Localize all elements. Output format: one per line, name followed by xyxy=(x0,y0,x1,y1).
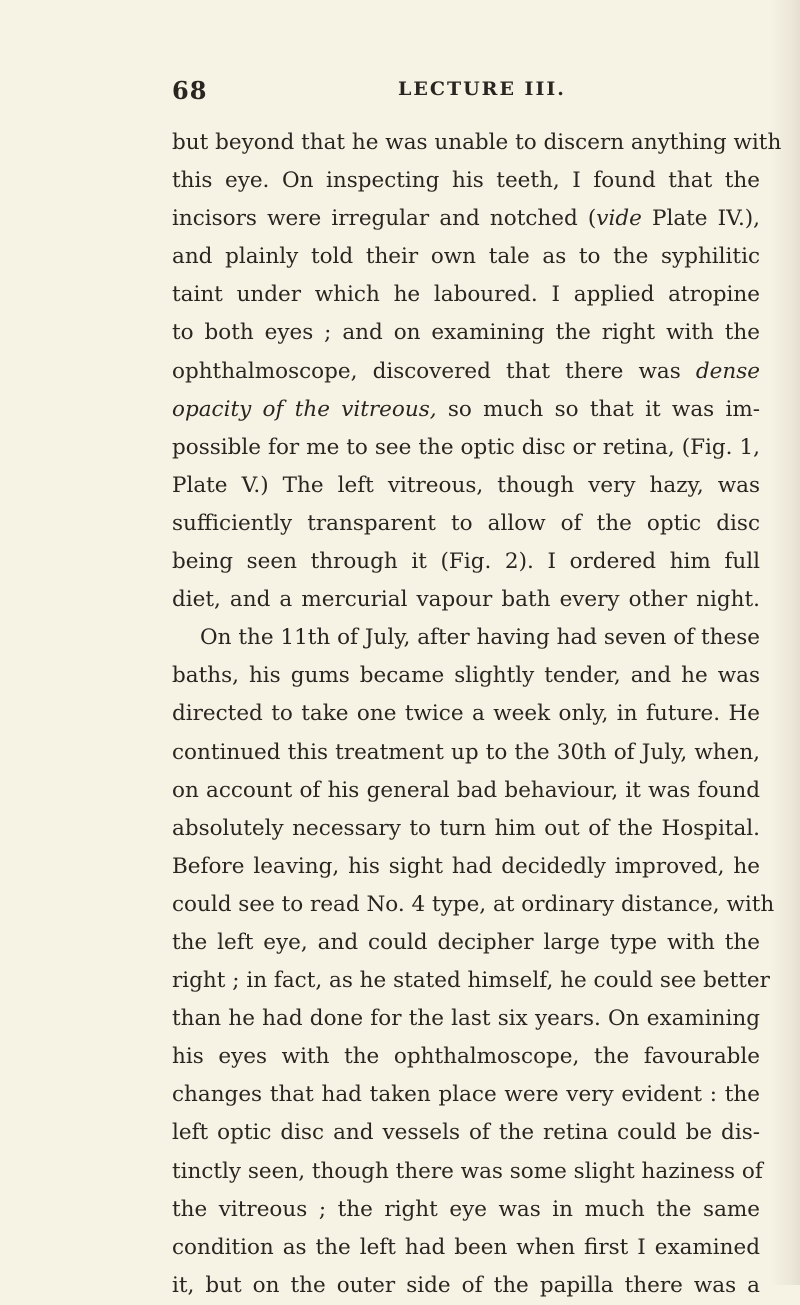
text-line-7 xyxy=(172,353,760,391)
text-line-24: than he had done for the last six years. On examining xyxy=(172,1006,760,1032)
text-line-20: Before leaving, his sight had decidedly improved, he xyxy=(172,853,760,879)
text-line-4: and plainly told their own tale as to the syphilitic xyxy=(172,244,760,270)
text-line-8 xyxy=(172,391,760,429)
text-line-14: On the 11th of July, after having had seven of these xyxy=(200,625,760,651)
text-line-1: but beyond that he was unable to discern anything with xyxy=(172,130,782,155)
body-text xyxy=(172,124,782,1305)
text-line-17: continued this treatment up to the 30th of July, when, xyxy=(172,739,760,765)
page-number: 68 xyxy=(172,76,208,105)
text-line-30: condition as the left had been when first I examined xyxy=(172,1234,760,1260)
text-line-3-part-b: Plate IV.), xyxy=(641,206,761,232)
text-line-6: to both eyes ; and on examining the right with the xyxy=(172,320,760,346)
text-line-10: Plate V.) The left vitreous, though very hazy, was xyxy=(172,472,760,498)
text-line-18: on account of his general bad behaviour, it was found xyxy=(172,777,760,803)
italic-vide: vide xyxy=(596,206,642,232)
text-line-3-part-a: incisors were irregular and notched ( xyxy=(172,206,597,232)
text-line-15: baths, his gums became slightly tender, and he was xyxy=(172,663,760,689)
text-line-23: right ; in fact, as he stated himself, he could see better xyxy=(172,968,770,994)
text-line-12: being seen through it (Fig. 2). I ordered him full xyxy=(172,549,760,575)
text-line-29: the vitreous ; the right eye was in much the same xyxy=(172,1196,760,1222)
text-line-22: the left eye, and could decipher large type with the xyxy=(172,929,760,955)
italic-dense: dense xyxy=(695,358,760,384)
text-line-16: directed to take one twice a week only, in future. He xyxy=(172,701,760,727)
text-line-31: it, but on the outer side of the papilla there was a xyxy=(172,1272,760,1298)
text-line-21: could see to read No. 4 type, at ordinary distance, with xyxy=(172,891,775,917)
text-line-9: possible for me to see the optic disc or retina, (Fig. 1, xyxy=(172,434,760,460)
text-line-13: diet, and a mercurial vapour bath every other night. xyxy=(172,587,760,613)
text-line-26: changes that had taken place were very evident : the xyxy=(172,1082,760,1108)
text-line-25: his eyes with the ophthalmoscope, the favourable xyxy=(172,1044,760,1070)
running-title: LECTURE III. xyxy=(398,78,566,100)
text-line-5: taint under which he laboured. I applied atropine xyxy=(172,282,760,308)
text-line-8-part-b: so much so that it was im- xyxy=(436,396,760,422)
text-line-19: absolutely necessary to turn him out of the Hospital. xyxy=(172,815,760,841)
text-line-27: left optic disc and vessels of the retina could be dis- xyxy=(172,1120,760,1146)
italic-opacity-of-vitreous: opacity of the vitreous, xyxy=(172,396,437,422)
running-head xyxy=(172,76,762,106)
text-line-3 xyxy=(172,200,760,238)
text-line-2: this eye. On inspecting his teeth, I found that the xyxy=(172,168,760,194)
text-line-11: sufficiently transparent to allow of the optic disc xyxy=(172,510,760,536)
text-line-7-part-a: ophthalmoscope, discovered that there was xyxy=(172,358,696,384)
text-line-28: tinctly seen, though there was some slight haziness of xyxy=(172,1158,763,1184)
